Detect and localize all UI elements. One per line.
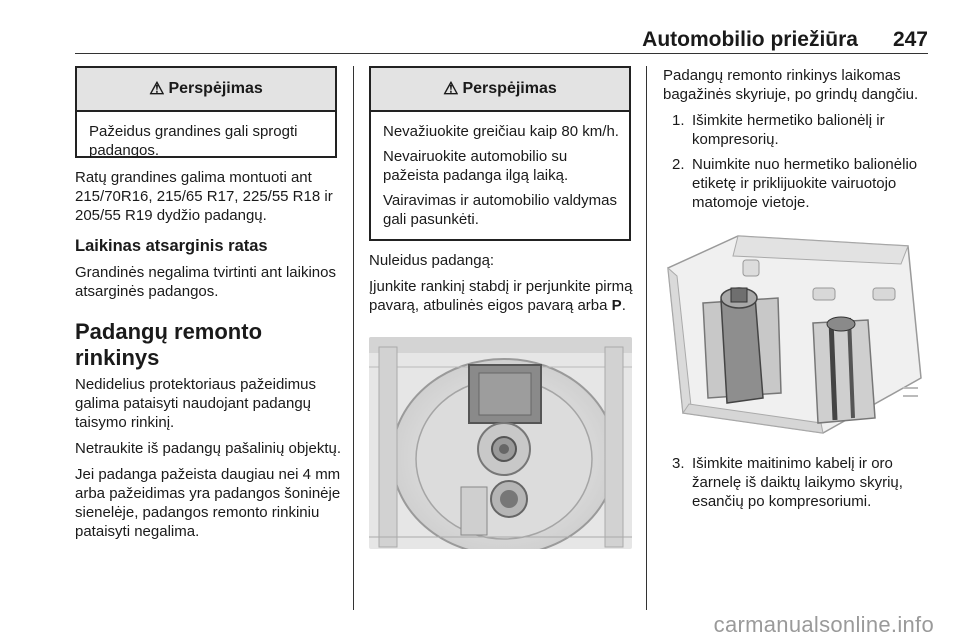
page-title: Automobilio priežiūra xyxy=(642,28,858,51)
heading-spare-wheel: Laikinas atsarginis ratas xyxy=(75,237,268,255)
kit-location-paragraph: Padangų remonto rinkinys laikomas bagažinės skyriuje, po grindų dangčiu. xyxy=(663,67,919,103)
spare-wheel-paragraph: Grandinės negalima tvirtinti ant laikinos atsarginės padangos. xyxy=(75,264,336,300)
warning-text-2: Nevairuokite automobilio su pažeista padanga ilgą laiką. xyxy=(383,148,569,184)
warning-title: Perspėjimas xyxy=(168,80,263,97)
column-3-continued xyxy=(663,450,931,517)
list-item: 2. Nuimkite nuo hermetiko balionėlio etiketę ir priklijuokite vairuotojo matomoje vietoje. xyxy=(672,156,918,211)
column-2 xyxy=(369,251,637,322)
handbrake-paragraph: Įjunkite rankinį stabdį ir perjunkite pirmą pavarą, atbulinės eigos pavarą arba P. xyxy=(369,278,633,314)
header-rule xyxy=(75,53,928,54)
column-3 xyxy=(663,66,931,218)
repair-kit-paragraph-3: Jei padanga pažeista daugiau nei 4 mm arba pažeidimas yra padangos šoninėje sienelėje, padangos remonto rinkiniu pataisyti negalima. xyxy=(75,466,341,540)
park-gear-label: P xyxy=(611,297,622,314)
list-item: 1. Išimkite hermetiko balionėlį ir kompresorių. xyxy=(672,112,885,148)
warning-text-1: Nevažiuokite greičiau kaip 80 km/h. xyxy=(383,123,619,140)
spare-well-illustration xyxy=(369,337,632,549)
warning-box-1 xyxy=(75,66,337,158)
warning-title: Perspėjimas xyxy=(462,80,557,97)
warning-body xyxy=(371,112,629,243)
deflated-tyre-paragraph: Nuleidus padangą: xyxy=(369,252,495,269)
warning-triangle-icon: ⚠ xyxy=(443,79,459,98)
warning-header xyxy=(77,68,335,112)
heading-repair-kit: Padangų remonto rinkinys xyxy=(75,319,263,370)
warning-body xyxy=(77,112,335,174)
spare-well-drawing xyxy=(369,337,632,549)
warning-header xyxy=(371,68,629,112)
repair-kit-paragraph-1: Nedidelius protektoriaus pažeidimus galima pataisyti naudojant padangų taisymo rinkinį. xyxy=(75,376,316,431)
list-item: 3. Išimkite maitinimo kabelį ir oro žarnelę iš daiktų laikymo skyrių, esančių po kompresoriumi. xyxy=(672,455,903,510)
page-number: 247 xyxy=(892,28,928,51)
column-1 xyxy=(75,168,343,548)
warning-text-3: Vairavimas ir automobilio valdymas gali pasunkėti. xyxy=(383,192,617,228)
steps-list-2 xyxy=(663,454,931,511)
warning-text: Pažeidus grandines gali sprogti padangos. xyxy=(89,123,298,159)
repair-kit-drawing xyxy=(663,228,926,440)
warning-box-2 xyxy=(369,66,631,241)
chain-sizes-paragraph: Ratų grandines galima montuoti ant 215/70R16, 215/65 R17, 225/55 R18 ir 205/55 R19 dydžio padangų. xyxy=(75,169,333,224)
warning-triangle-icon: ⚠ xyxy=(149,79,165,98)
column-divider-1 xyxy=(353,66,354,610)
repair-kit-paragraph-2: Netraukite iš padangų pašalinių objektų. xyxy=(75,440,342,457)
column-divider-2 xyxy=(646,66,647,610)
steps-list-1 xyxy=(663,111,931,212)
repair-kit-illustration xyxy=(663,228,926,440)
watermark: carmanualsonline.info xyxy=(713,612,934,637)
page-header xyxy=(75,20,928,52)
